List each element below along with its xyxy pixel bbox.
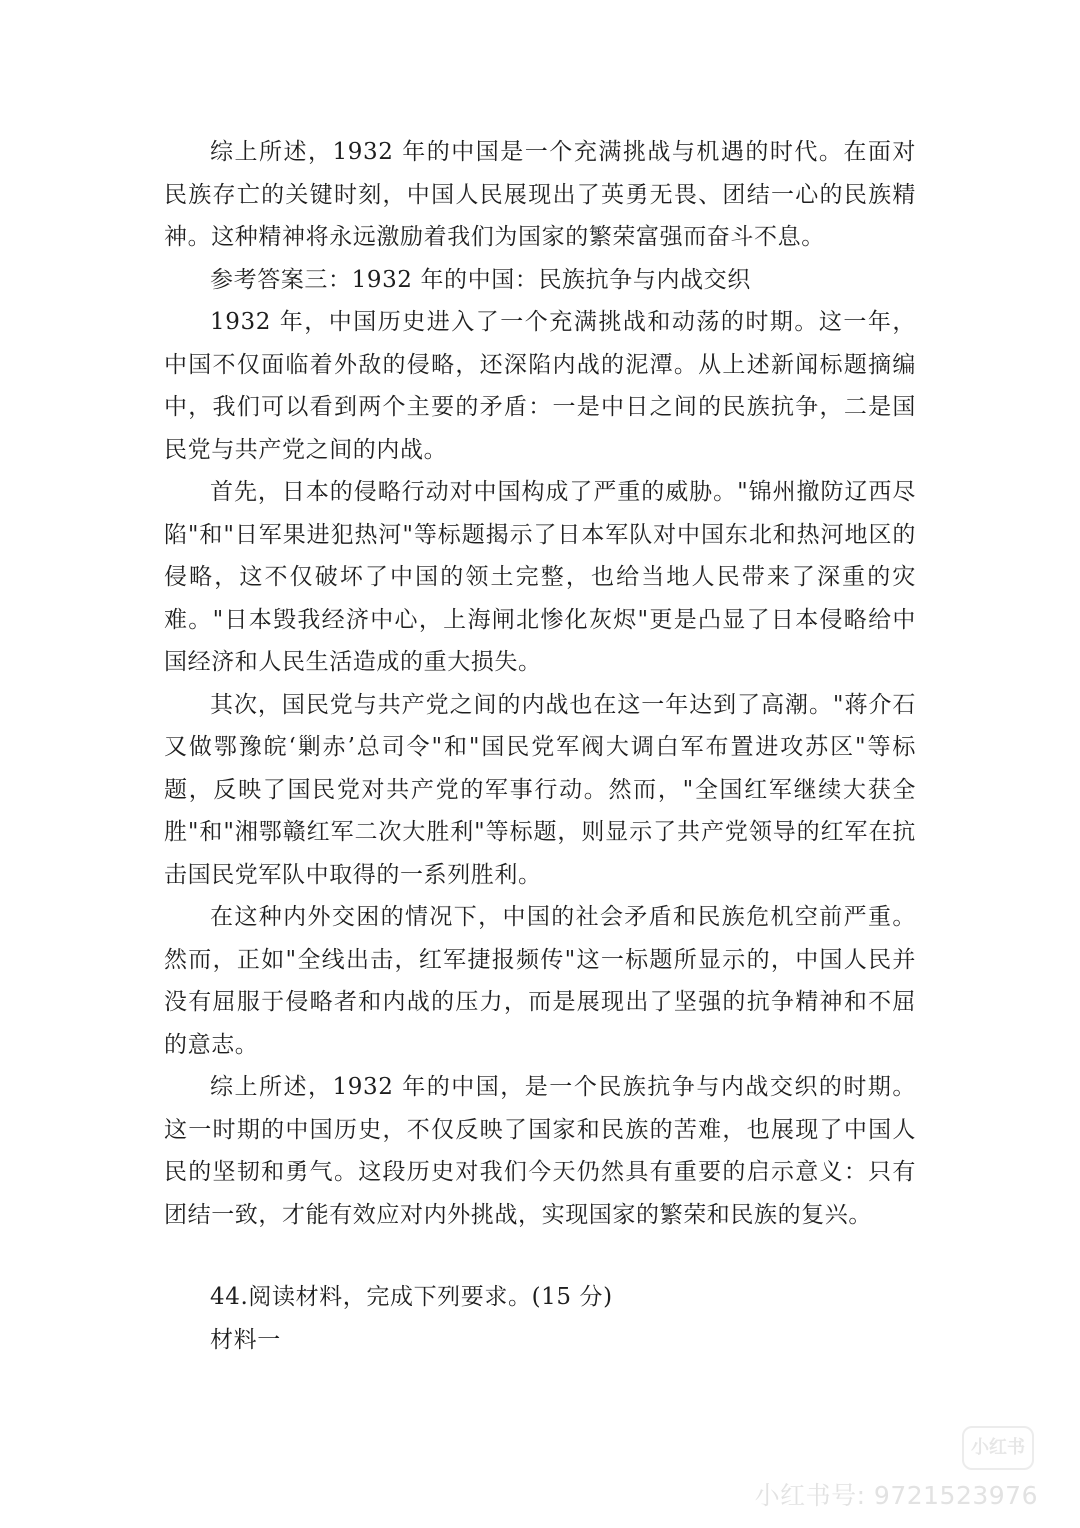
japan-invasion-paragraph: 首先，日本的侵略行动对中国构成了严重的威胁。"锦州撤防辽西尽陷"和"日军果进犯热河"等标题揭示了日本军队对中国东北和热河地区的侵略，这不仅破坏了中国的领土完整，也给当地人民带来了深重的灾难。"日本毁我经济中心，上海闸北惨化灰烬"更是凸显了日本侵略给中国经济和人民生活造成的重大损失。 (164, 479, 916, 675)
answer-heading: 参考答案三：1932 年的中国：民族抗争与内战交织 (210, 266, 751, 293)
civil-war-paragraph: 其次，国民党与共产党之间的内战也在这一年达到了高潮。"蒋介石又做鄂豫皖‘剿赤’总司令"和"国民党军阀大调白军布置进攻苏区"等标题，反映了国民党对共产党的军事行动。然而，"全国红军继续大获全胜"和"湘鄂赣红军二次大胜利"等标题，则显示了共产党领导的红军在抗击国民党军队中取得的一系列胜利。 (164, 691, 916, 888)
material-label: 材料一 (210, 1326, 281, 1353)
watermark (755, 1426, 1038, 1512)
intro-paragraph: 1932 年，中国历史进入了一个充满挑战和动荡的时期。这一年，中国不仅面临着外敌的侵略，还深陷内战的泥潭。从上述新闻标题摘编中，我们可以看到两个主要的矛盾：一是中日之间的民族抗争，二是国民党与共产党之间的内战。 (164, 309, 916, 463)
xiaohongshu-logo-icon: 小红书 (962, 1426, 1034, 1470)
section-gap (164, 1236, 916, 1276)
question-title: 44.阅读材料，完成下列要求。(15 分) (210, 1284, 613, 1310)
crisis-paragraph: 在这种内外交困的情况下，中国的社会矛盾和民族危机空前严重。然而，正如"全线出击，红军捷报频传"这一标题所显示的，中国人民并没有屈服于侵略者和内战的压力，而是展现出了坚强的抗争精神和不屈的意志。 (164, 904, 916, 1058)
watermark-text: 小红书号: 9721523976 (754, 1481, 1038, 1510)
document-body (164, 131, 916, 1361)
summary-paragraph: 综上所述，1932 年的中国，是一个民族抗争与内战交织的时期。这一时期的中国历史，不仅反映了国家和民族的苦难，也展现了中国人民的坚韧和勇气。这段历史对我们今天仍然具有重要的启示意义：只有团结一致，才能有效应对内外挑战，实现国家的繁荣和民族的复兴。 (164, 1074, 916, 1228)
conclusion-paragraph: 综上所述，1932 年的中国是一个充满挑战与机遇的时代。在面对民族存亡的关键时刻，中国人民展现出了英勇无畏、团结一心的民族精神。这种精神将永远激励着我们为国家的繁荣富强而奋斗不息。 (164, 139, 916, 250)
